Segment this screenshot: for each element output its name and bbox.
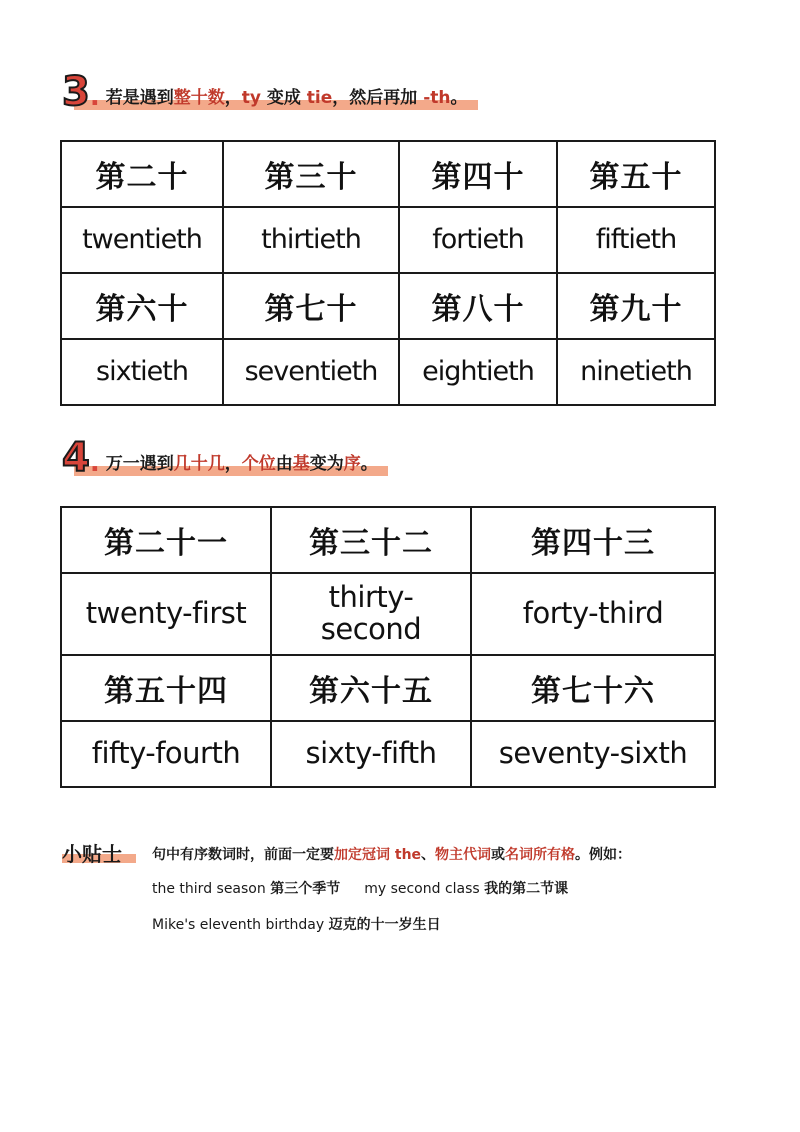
- table-row: [61, 721, 715, 787]
- table-cell: forty-third: [471, 573, 715, 655]
- table-cell: seventy-sixth: [471, 721, 715, 787]
- rule-4-text-wrap: [104, 449, 388, 474]
- table-cell: twentieth: [61, 207, 223, 273]
- rule-4-dot: .: [89, 448, 100, 478]
- rule-3-hl-a: 整十数: [173, 88, 225, 108]
- example-1-zh: 第三个季节: [270, 881, 341, 897]
- rule-3-text-d: ，然后再加: [332, 88, 424, 108]
- rule-3-text-e: 。: [450, 88, 468, 108]
- rule-4-hl-a: 几十几: [173, 454, 225, 474]
- rule-3-dot: .: [89, 82, 100, 112]
- rule-3-text: [106, 88, 468, 108]
- tip-line1-c: 或: [491, 847, 506, 863]
- rule-3-hl-c: tie: [306, 88, 333, 108]
- rule-4-text: [106, 454, 378, 474]
- table-cell: fiftieth: [557, 207, 715, 273]
- table-cell: 第二十一: [61, 507, 271, 573]
- table-cell: thirtieth: [223, 207, 399, 273]
- table-cell: seventieth: [223, 339, 399, 405]
- rule-3-text-b: ，: [224, 88, 242, 108]
- table-cell: 第七十: [223, 273, 399, 339]
- tip-line1-d: 。例如：: [575, 847, 632, 863]
- rule-3-hl-d: -th: [423, 88, 451, 108]
- table-cell: 第四十: [399, 141, 557, 207]
- table-cell: ninetieth: [557, 339, 715, 405]
- table-cell: 第六十五: [271, 655, 471, 721]
- table-row: [61, 339, 715, 405]
- table-cell: 第六十: [61, 273, 223, 339]
- rule-4-hl-d: 序: [343, 454, 361, 474]
- tip-line1-b: 、: [421, 847, 436, 863]
- rule-4-text-d: 变为: [309, 454, 344, 474]
- tip-line1-hl-a: 加定冠词 the: [334, 847, 422, 863]
- table-row: [61, 141, 715, 207]
- table-cell: fortieth: [399, 207, 557, 273]
- example-3-en: Mike's eleventh birthday: [152, 917, 325, 933]
- table-cell: 第三十: [223, 141, 399, 207]
- example-1-en: the third season: [152, 881, 266, 897]
- table-row: [61, 207, 715, 273]
- table-cell: 第五十: [557, 141, 715, 207]
- tip-line1-hl-b: 物主代词: [435, 847, 492, 863]
- tip-label: 小贴士: [62, 842, 122, 866]
- rule-4-number: 4: [62, 435, 90, 481]
- table-row: [61, 655, 715, 721]
- example-2-zh: 我的第二节课: [484, 881, 569, 897]
- table-cell: 第四十三: [471, 507, 715, 573]
- ordinal-tens-table: [60, 140, 716, 406]
- table-cell: 第九十: [557, 273, 715, 339]
- rule-4-heading: [62, 435, 388, 481]
- rule-3-text-a: 若是遇到: [105, 88, 174, 108]
- rule-4-text-e: 。: [360, 454, 378, 474]
- rule-3-hl-b: ty: [241, 88, 261, 108]
- table-cell: 第五十四: [61, 655, 271, 721]
- table-cell: eightieth: [399, 339, 557, 405]
- ordinal-compound-table: [60, 506, 716, 788]
- tip-line-3: [152, 914, 441, 934]
- rule-3-text-wrap: [104, 83, 478, 108]
- rule-4-text-c: 由: [275, 454, 293, 474]
- rule-4-hl-c: 基: [292, 454, 310, 474]
- tip-line1-hl-c: 名词所有格: [505, 847, 576, 863]
- table-cell: 第八十: [399, 273, 557, 339]
- table-row: [61, 573, 715, 655]
- rule-4-text-b: ，: [224, 454, 242, 474]
- rule-4-hl-b: 个位: [241, 454, 276, 474]
- rule-3-number: 3: [62, 69, 90, 115]
- table-row: [61, 273, 715, 339]
- table-cell: 第七十六: [471, 655, 715, 721]
- tip-line-2: [152, 878, 568, 898]
- example-2-en: my second class: [364, 881, 480, 897]
- table-cell: 第三十二: [271, 507, 471, 573]
- table-row: [61, 507, 715, 573]
- rule-4-text-a: 万一遇到: [105, 454, 174, 474]
- example-3-zh: 迈克的十一岁生日: [328, 917, 441, 933]
- table-cell: fifty-fourth: [61, 721, 271, 787]
- table-cell: sixtieth: [61, 339, 223, 405]
- tip-line-1: [152, 844, 631, 864]
- table-cell: sixty-fifth: [271, 721, 471, 787]
- rule-3-text-c: 变成: [260, 88, 307, 108]
- tip-line1-a: 句中有序数词时，前面一定要: [152, 847, 334, 863]
- table-cell: 第二十: [61, 141, 223, 207]
- table-cell: thirty-second: [271, 573, 471, 655]
- rule-3-heading: [62, 69, 478, 115]
- table-cell: twenty-first: [61, 573, 271, 655]
